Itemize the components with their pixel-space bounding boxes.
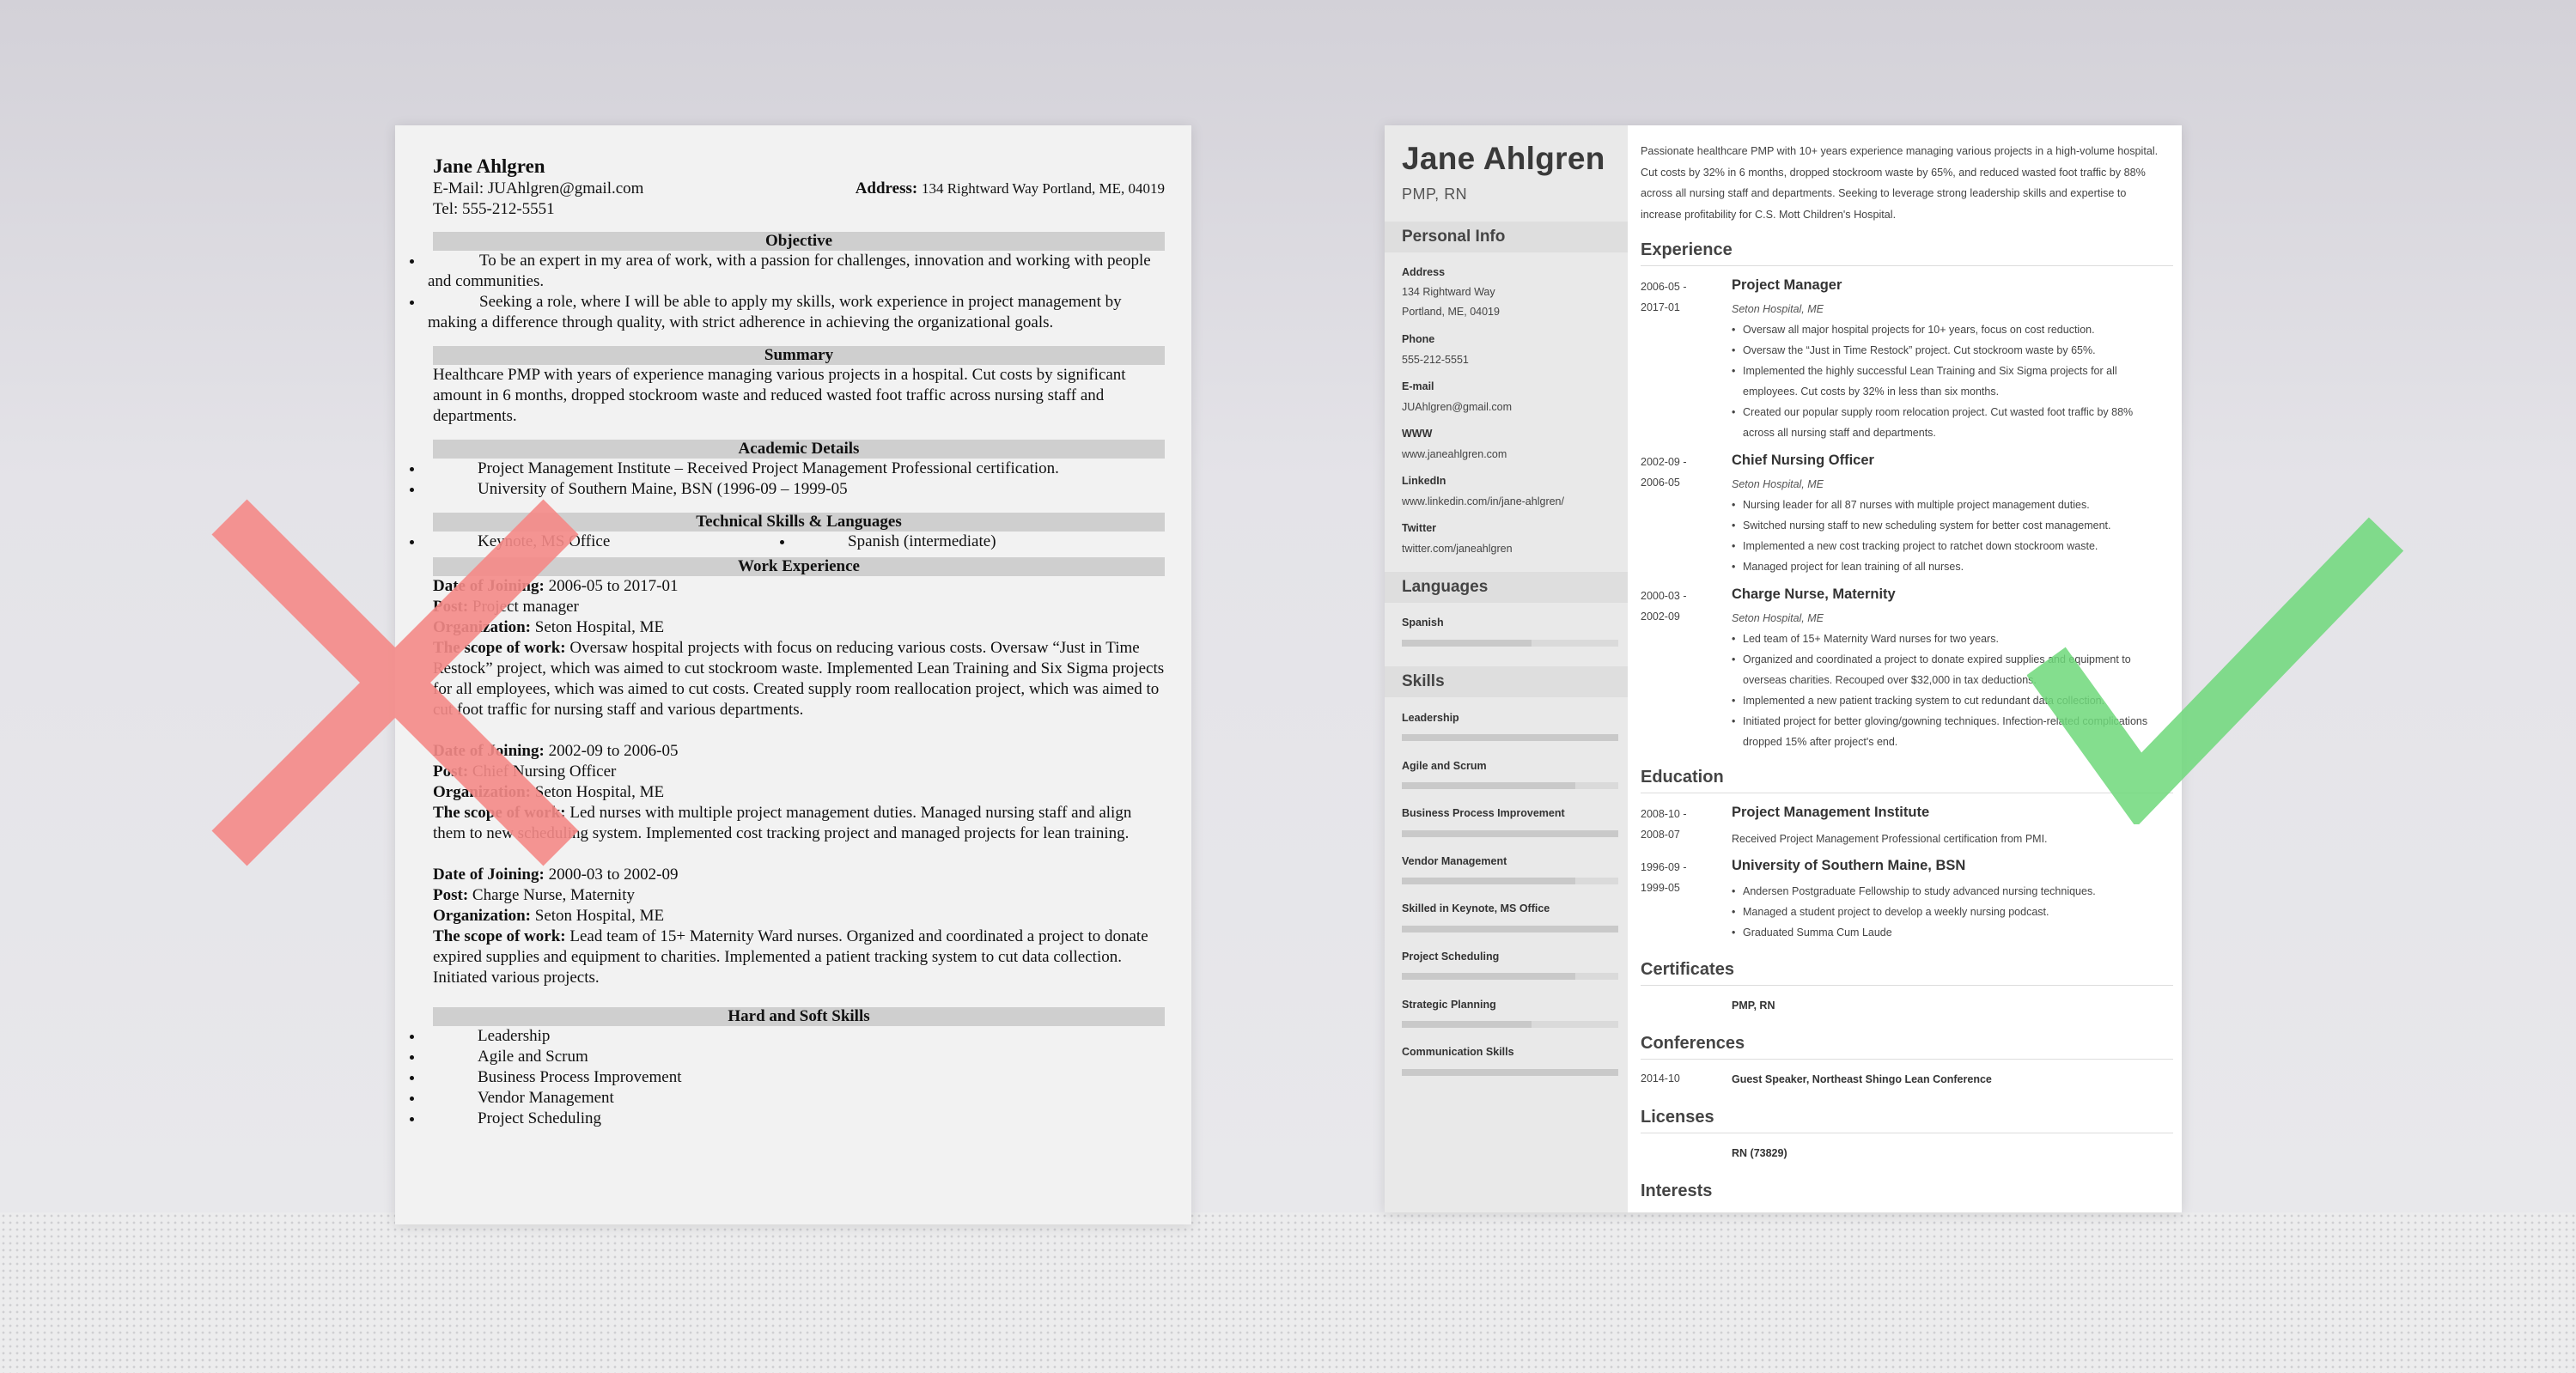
certificate-item: PMP, RN xyxy=(1732,999,1775,1012)
www-value: www.janeahlgren.com xyxy=(1402,448,1507,460)
list-item: • Vendor Management xyxy=(424,1088,1165,1109)
bad-resume-email: E-Mail: JUAhlgren@gmail.com xyxy=(433,179,644,197)
certificates-heading: Certificates xyxy=(1641,960,2173,986)
edu-date-end: 2008-07 xyxy=(1641,829,1680,841)
edu-detail: Received Project Management Professional certification from PMI. xyxy=(1732,833,2048,845)
skill-level-bar xyxy=(1402,1021,1618,1028)
list-item: • Spanish (intermediate) xyxy=(795,532,1165,552)
list-item: • Business Process Improvement xyxy=(424,1067,1165,1088)
conference-item: Guest Speaker, Northeast Shingo Lean Conference xyxy=(1732,1073,1992,1085)
list-item: • Created our popular supply room relocation project. Cut wasted foot traffic by 88% across all nursing staff and departments. xyxy=(1732,402,2166,443)
objective-heading: Objective xyxy=(433,232,1165,251)
job-company: Seton Hospital, ME xyxy=(1732,478,1824,490)
job-entry: Date of Joining: 2006-05 to 2017-01 Post: Project manager Organization: Seton Hospital, ME The scope of work: Oversaw hospital projects with focus on reducing various costs. Oversaw “Just in Time Restock” project, which was aimed to cut stockroom waste. Implemented Lean Training and Six Sigma projects for all employees, which was aimed to cut costs. Created supply room reallocation project, which was aimed to cut foot traffic for nursing staff and various departments. xyxy=(433,577,1165,719)
list-item: • Andersen Postgraduate Fellowship to study advanced nursing techniques. xyxy=(1732,881,2166,902)
skill-level-bar xyxy=(1402,1069,1618,1076)
skill-name: Project Scheduling xyxy=(1402,951,1500,963)
linkedin-label: LinkedIn xyxy=(1402,475,1446,487)
job-company: Seton Hospital, ME xyxy=(1732,303,1824,315)
edu-date-start: 2008-10 - xyxy=(1641,808,1687,820)
skill-name: Business Process Improvement xyxy=(1402,807,1565,819)
bad-resume-tel: Tel: 555-212-5551 xyxy=(433,200,555,218)
job-date-start: 2006-05 - xyxy=(1641,281,1687,293)
phone-label: Phone xyxy=(1402,333,1435,345)
personal-info-heading: Personal Info xyxy=(1385,222,1628,252)
list-item: • Implemented the highly successful Lean Training and Six Sigma projects for all employees. Cut costs by 32% in less than six months. xyxy=(1732,361,2166,402)
job-date-start: 2000-03 - xyxy=(1641,590,1687,602)
list-item: • Graduated Summa Cum Laude xyxy=(1732,922,2166,943)
edu-bullets xyxy=(1732,881,2166,943)
list-item: • Switched nursing staff to new scheduling system for better cost management. xyxy=(1732,515,2166,536)
edu-school: Project Management Institute xyxy=(1732,805,1930,820)
edu-date-end: 1999-05 xyxy=(1641,882,1680,894)
list-item: • Implemented a new patient tracking system to cut redundant data collection. xyxy=(1732,690,2166,711)
good-resume-title: PMP, RN xyxy=(1402,185,1468,203)
edu-school: University of Southern Maine, BSN xyxy=(1732,858,1966,873)
skill-name: Vendor Management xyxy=(1402,855,1507,867)
conference-date: 2014-10 xyxy=(1641,1072,1680,1084)
skill-level-bar xyxy=(1402,878,1618,884)
profile-summary: Passionate healthcare PMP with 10+ years experience managing various projects in a high-volume hospital. Cut costs by 32% in 6 months, dropped stockroom waste by 65%, and reduced wasted foot traffic by 88% across all nursing staff and departments. Seeking to leverage strong leadership skills and expertise to increase profitability for C.S. Mott Children's Hospital. xyxy=(1641,145,2159,221)
list-item: • Oversaw the “Just in Time Restock” project. Cut stockroom waste by 65%. xyxy=(1732,340,2166,361)
summary-heading: Summary xyxy=(433,346,1165,365)
address-line2: Portland, ME, 04019 xyxy=(1402,306,1500,318)
skill-level-bar xyxy=(1402,830,1618,837)
job-title: Project Manager xyxy=(1732,277,1842,293)
list-item: • Nursing leader for all 87 nurses with multiple project management duties. xyxy=(1732,495,2166,515)
cross-mark-strokes xyxy=(229,517,561,848)
twitter-value: twitter.com/janeahlgren xyxy=(1402,543,1513,555)
licenses-heading: Licenses xyxy=(1641,1108,2173,1133)
bad-resume-address: Address: 134 Rightward Way Portland, ME, 04019 xyxy=(855,179,1165,197)
good-resume-name: Jane Ahlgren xyxy=(1402,141,1605,176)
list-item: • Seeking a role, where I will be able to apply my skills, work experience in project management by making a difference through quality, with strict adherence in achieving the organizational goals. xyxy=(424,292,1165,333)
license-item: RN (73829) xyxy=(1732,1147,1787,1159)
list-item: • Implemented a new cost tracking project to ratchet down stockroom waste. xyxy=(1732,536,2166,556)
job-date-end: 2002-09 xyxy=(1641,611,1680,623)
twitter-label: Twitter xyxy=(1402,522,1437,534)
academic-heading: Academic Details xyxy=(433,440,1165,459)
skill-name: Communication Skills xyxy=(1402,1046,1514,1058)
job-bullets xyxy=(1732,319,2166,443)
job-entry: Date of Joining: 2000-03 to 2002-09 Post: Charge Nurse, Maternity Organization: Seton Hospital, ME The scope of work: Lead team of 15+ Maternity Ward nurses. Organized and coordinated a project to donate expired supplies and equipment to charities. Implemented a patient tracking system to cut data collection. Initiated various projects. xyxy=(433,866,1148,987)
bad-resume-name: Jane Ahlgren xyxy=(433,155,545,177)
tech-skills-heading: Technical Skills & Languages xyxy=(433,513,1165,532)
list-item: • Managed project for lean training of all nurses. xyxy=(1732,556,2166,577)
job-date-end: 2006-05 xyxy=(1641,477,1680,489)
objective-list xyxy=(424,251,1165,333)
skill-level-bar xyxy=(1402,734,1618,741)
skill-name: Agile and Scrum xyxy=(1402,760,1487,772)
skills-heading: Skills xyxy=(1385,666,1628,697)
skill-level-bar xyxy=(1402,782,1618,789)
cross-mark-icon xyxy=(210,498,580,867)
address-label: Address xyxy=(1402,266,1446,278)
job-title: Charge Nurse, Maternity xyxy=(1732,586,1896,602)
experience-heading: Experience xyxy=(1641,240,2173,266)
list-item: • University of Southern Maine, BSN (1996-09 – 1999-05 xyxy=(424,479,1165,500)
list-item: • Initiated project for better gloving/gowning techniques. Infection-related complications dropped 15% after project's end. xyxy=(1732,711,2166,752)
list-item: • Keynote, MS Office xyxy=(424,532,795,552)
dotted-floor xyxy=(0,1212,2576,1373)
hard-soft-skills-heading: Hard and Soft Skills xyxy=(433,1007,1165,1026)
email-label: E-mail xyxy=(1402,380,1434,392)
list-item: • Project Scheduling xyxy=(424,1109,1165,1129)
www-label: WWW xyxy=(1402,428,1433,440)
summary-text: Healthcare PMP with years of experience managing various projects in a hospital. Cut costs by significant amount in 6 months, dropped stockroom waste and reduced wasted foot traffic across nursing staff and departments. xyxy=(433,366,1126,425)
interests-heading: Interests xyxy=(1641,1182,1713,1200)
skill-level-bar xyxy=(1402,926,1618,933)
skill-name: Skilled in Keynote, MS Office xyxy=(1402,902,1550,914)
check-mark-icon xyxy=(2027,515,2405,824)
edu-date-start: 1996-09 - xyxy=(1641,861,1687,873)
job-date-end: 2017-01 xyxy=(1641,301,1680,313)
language-level-bar xyxy=(1402,640,1618,647)
skill-level-bar xyxy=(1402,973,1618,980)
list-item: • Oversaw all major hospital projects for 10+ years, focus on cost reduction. xyxy=(1732,319,2166,340)
skill-name: Strategic Planning xyxy=(1402,999,1496,1011)
list-item: • Project Management Institute – Received Project Management Professional certification. xyxy=(424,459,1165,479)
resume-sidebar xyxy=(1385,125,1628,1212)
list-item: • Managed a student project to develop a weekly nursing podcast. xyxy=(1732,902,2166,922)
language-spanish: Spanish xyxy=(1402,617,1444,629)
job-date-start: 2002-09 - xyxy=(1641,456,1687,468)
address-line1: 134 Rightward Way xyxy=(1402,286,1495,298)
list-item: • Led team of 15+ Maternity Ward nurses for two years. xyxy=(1732,629,2166,649)
languages-heading: Languages xyxy=(1385,572,1628,603)
job-company: Seton Hospital, ME xyxy=(1732,612,1824,624)
list-item: • Leadership xyxy=(424,1026,1165,1047)
email-value: JUAhlgren@gmail.com xyxy=(1402,401,1513,413)
linkedin-value: www.linkedin.com/in/jane-ahlgren/ xyxy=(1402,495,1564,507)
work-experience-heading: Work Experience xyxy=(433,557,1165,576)
hard-soft-skills-list xyxy=(424,1026,1165,1129)
academic-list xyxy=(424,459,1165,500)
list-item: • Agile and Scrum xyxy=(424,1047,1165,1067)
phone-value: 555-212-5551 xyxy=(1402,354,1469,366)
skill-name: Leadership xyxy=(1402,712,1459,724)
job-entry: Date of Joining: 2002-09 to 2006-05 Post: Chief Nursing Officer Organization: Seton Hospital, ME The scope of work: Led nurses with multiple project management duties. Managed nursing staff and align them to new scheduling system. Implemented cost tracking project and managed projects for lean training. xyxy=(433,742,1132,842)
conferences-heading: Conferences xyxy=(1641,1034,2173,1060)
list-item: • Organized and coordinated a project to donate expired supplies and equipment to overseas charities. Recouped over $32,000 in tax deductions. xyxy=(1732,649,2166,690)
job-title: Chief Nursing Officer xyxy=(1732,453,1874,468)
education-heading: Education xyxy=(1641,768,2173,793)
list-item: • To be an expert in my area of work, with a passion for challenges, innovation and working with people and communities. xyxy=(424,251,1165,292)
